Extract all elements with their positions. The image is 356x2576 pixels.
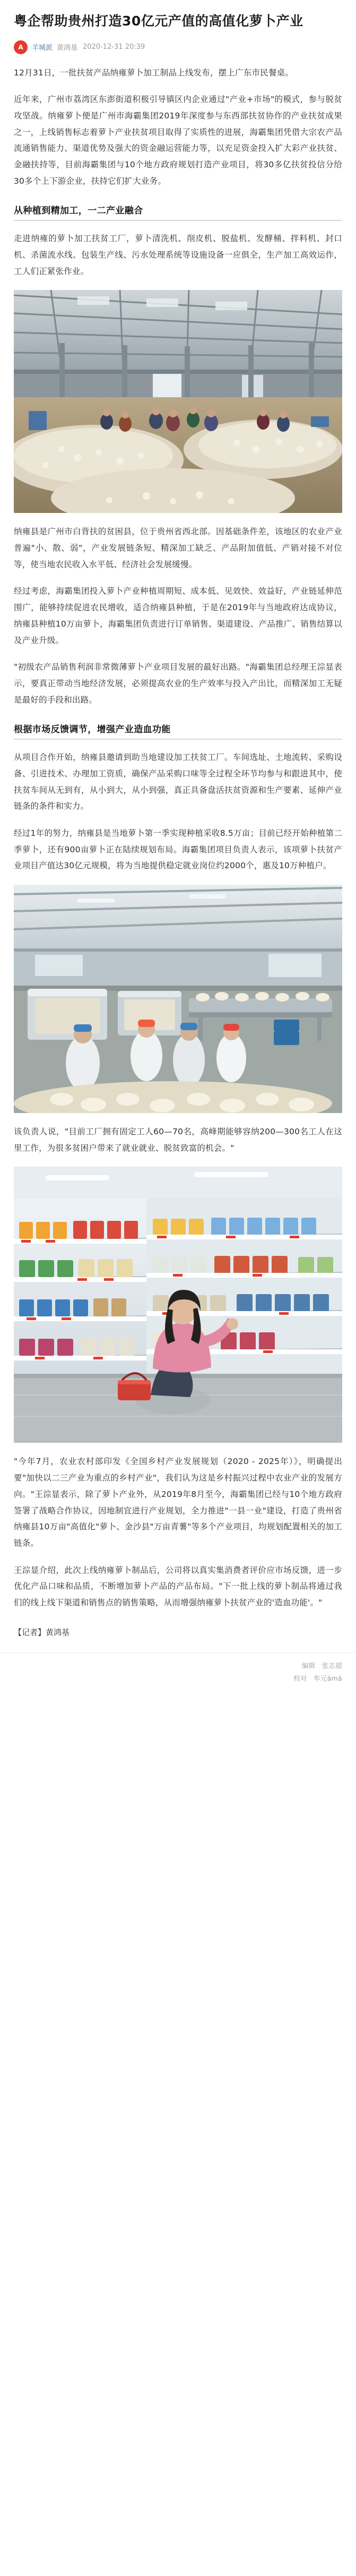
byline-author: 黄鸿基: [57, 44, 78, 52]
supermarket-shelf-customer-photo: [14, 1167, 342, 1443]
paragraph-7: 从项目合作开始，纳雍县邀请到助当地建设加工扶贫工厂。车间选址、土地流转、采购设备、引进技术、办理加工资质，确保产品采购口味等全过程全环节均参与和跟进其中，使扶贫车间从无到有，从小到大，从小到强，真正具备盘活扶贫资源和生产要素、延伸产业链条的条件和实力。: [14, 752, 342, 811]
figure-2: [14, 885, 342, 1113]
paragraph-8: 经过1年的努力，纳雍县是当地萝卜第一季实现种植采收8.5万亩；目前已经开始种植第二季萝卜，还有900亩萝卜正在陆续规划布局。海霸集团项目负责人表示，该项萝卜扶贫产业项目产值达30亿元规模，将为当地提供稳定就业岗位约2000个，惠及10万种植户。: [14, 828, 342, 871]
footer-proofreader-label: 校对: [293, 1674, 307, 1683]
paragraph-11: 王淙显介绍，此次上线纳雍萝卜制品后，公司将以真实集消费者评价应市场反馈，进一步优化产品口味和品质，不断增加萝卜产品的产品布局。"下一批上线的萝卜制品将通过我们的线上线下渠道和销售点的销售策略，从而增强纳雍萝卜扶贫产业的'造血功能'。": [14, 1565, 342, 1607]
paragraph-10: "今年7月，农业农村部印发《全国乡村产业发展规划（2020 - 2025年）》，明确提出要"加快以二三产业为重点的乡村产业"，我们认为这是乡村振兴过程中农业产业的发展方向。"王淙显表示，除了萝卜产业外，从2019年8月至今，海霸集团已经与10个地方政府签署了战略合作协议，因地制宜进行产业规划，全力推进"一县一业"建设，打造了贵州省纳雍县10万亩"高值化"萝卜、金沙县"万亩青薯"等多个产业项目，均规划配置相关的加工链条。: [14, 1457, 342, 1548]
paragraph-4: 纳雍县是广州市白背扶的贫困县，位于贵州省西北部。因基础条件差，该地区的农业产业普遍"小、散、弱"，产业发展链条短、精深加工缺乏、产品附加值低、产销对接不对位等，使当地农民收入水平低、经济社会发展缓慢。: [14, 527, 342, 569]
subheading-2: 根据市场反馈调节，增强产业造血功能: [14, 722, 342, 740]
paragraph-3: 走进纳雍的萝卜加工扶贫工厂，萝卜清洗机、削皮机、脱盐机、发酵桶、拌料机、封口机、杀菌流水线、包装生产线、污水处理系统等设施设备一应俱全，生产加工高效运作，工人们正紧张作业。: [14, 234, 342, 276]
avatar: A: [14, 40, 28, 54]
article-footer: [0, 1653, 356, 1694]
footer-proofreader: [293, 1673, 342, 1683]
paragraph-2: 近年来，广州市荔湾区东澎街道积极引导镇区内企业通过"产业+市场"的模式，参与脱贫攻坚战。纳雍萝卜便是广州市海霸集团2019年深度参与东西部扶贫协作的产业扶贫成果之一，上线销售标志着萝卜产业扶贫项目取得了实质性的进展，海霸集团凭借大宗农产品流通销售能力、渠道优势及强大的资金融运营能力等，以充足资金投入扩大彩产业扶贫、金融扶持等，目前海霸集团与10个地方政府规划打造产业项目，将30多亿扶贫投信分给30多个上下游企业，扶持它们扩大业务。: [14, 95, 342, 186]
paragraph-6: "初级农产品销售利润非常微薄萝卜产业项目发展的最好出路。"海霸集团总经理王淙显表示，要真正带动当地经济发展，必须提高农业的生产效率与投入产出比，而精深加工无疑是最好的手段和出路。: [14, 662, 342, 705]
byline: [14, 40, 342, 54]
radish-processing-workshop-photo: [14, 885, 342, 1113]
reporter-signature: 【记者】黄鸿基: [14, 1627, 70, 1637]
footer-editor-value: 张志超: [322, 1662, 342, 1670]
footer-editor-label: 编辑: [301, 1662, 316, 1670]
byline-date: 2020-12-31 20:39: [83, 43, 145, 51]
page-title: 粤企帮助贵州打造30亿元产值的高值化萝卜产业: [14, 13, 303, 29]
paragraph-9: 该负责人说，"目前工厂拥有固定工人60—70名，高峰期能够容纳200—300名工人在这里工作，为很多贫困户带来了就业就业、脱贫致富的机会。": [14, 1127, 342, 1153]
byline-source[interactable]: 羊城派: [32, 44, 53, 52]
footer-editor: [302, 1661, 342, 1670]
subheading-1: 从种植到精加工，一二产业融合: [14, 203, 342, 221]
figure-3: [14, 1167, 342, 1443]
factory-interior-sorting-photo: [14, 290, 342, 513]
paragraph-5: 经过考虑，海霸集团投入萝卜产业种植周期短、成本低、见效快、效益好，产业链延伸范围广，能够持续促进农民增收，适合纳雍县种植，于是在2019年与当地政府达成协议，纳雍县种植10万亩萝卜，海霸集团负责进行订单销售、渠道建设、产品推广、销售结算以及产业升级。: [14, 586, 342, 645]
footer-proofreader-value: 牟元ämä: [314, 1674, 342, 1683]
figure-1: [14, 290, 342, 513]
paragraph-1: 12月31日，一批扶贫产品纳雍萝卜加工制品上线发布，摆上广东市民餐桌。: [14, 67, 293, 78]
